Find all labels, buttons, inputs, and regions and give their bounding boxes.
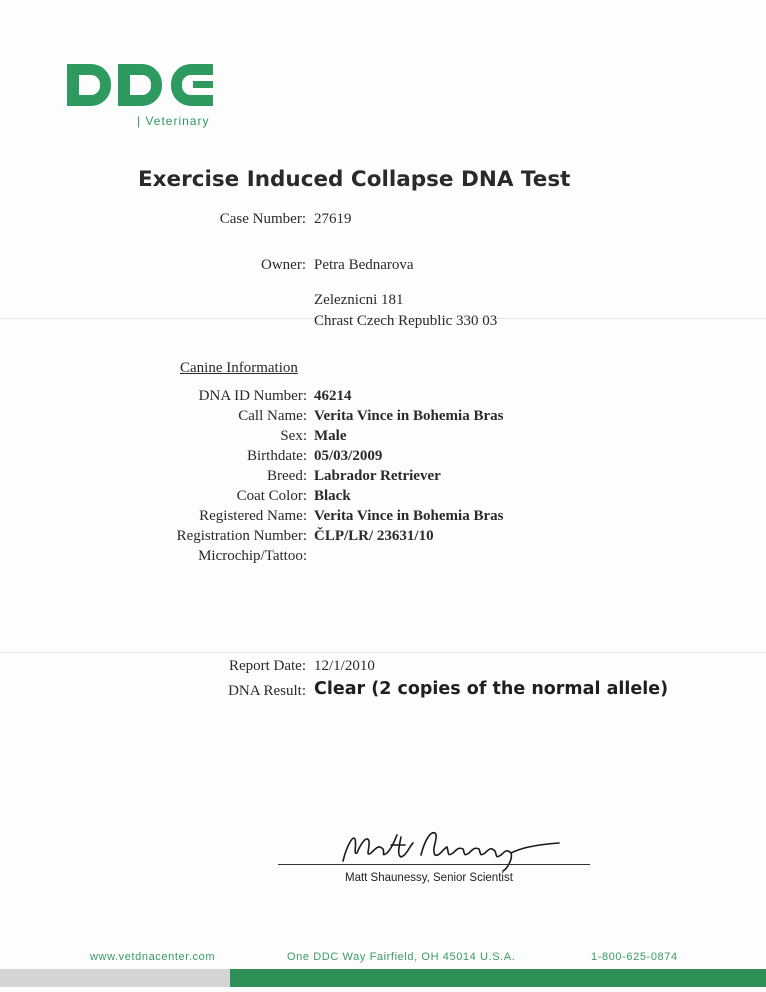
report-date-label: Report Date: bbox=[228, 658, 306, 674]
field-value: 46214 bbox=[314, 388, 352, 404]
footer-bar-gray bbox=[0, 969, 230, 987]
footer-bar-green bbox=[230, 969, 766, 987]
owner-label: Owner: bbox=[261, 257, 306, 273]
case-number-value: 27619 bbox=[314, 211, 352, 227]
field-label: Registered Name: bbox=[199, 508, 307, 524]
ddc-logo-mark bbox=[67, 60, 217, 110]
field-value: Male bbox=[314, 428, 347, 444]
field-label: Breed: bbox=[267, 468, 307, 484]
footer-address: One DDC Way Fairfield, OH 45014 U.S.A. bbox=[287, 951, 516, 963]
paper-fold-line bbox=[0, 652, 766, 653]
owner-name: Petra Bednarova bbox=[314, 257, 414, 273]
field-label: Microchip/Tattoo: bbox=[198, 548, 307, 564]
field-value: 05/03/2009 bbox=[314, 448, 383, 464]
owner-address-line2: Chrast Czech Republic 330 03 bbox=[314, 313, 498, 329]
ddc-logo bbox=[67, 60, 217, 115]
field-label: Coat Color: bbox=[236, 488, 307, 504]
case-number-label: Case Number: bbox=[219, 211, 306, 227]
dna-result-label: DNA Result: bbox=[228, 683, 306, 699]
handwritten-signature bbox=[335, 825, 565, 878]
signature-scribble bbox=[335, 825, 565, 873]
field-label: Registration Number: bbox=[176, 528, 307, 544]
canine-info-heading: Canine Information bbox=[180, 360, 298, 376]
field-label: Call Name: bbox=[238, 408, 307, 424]
field-label: DNA ID Number: bbox=[198, 388, 307, 404]
field-value: Labrador Retriever bbox=[314, 468, 441, 484]
signatory-name: Matt Shaunessy, Senior Scientist bbox=[345, 872, 513, 884]
field-value: Verita Vince in Bohemia Bras bbox=[314, 508, 504, 524]
footer-website: www.vetdnacenter.com bbox=[90, 951, 216, 963]
footer-phone: 1-800-625-0874 bbox=[591, 951, 678, 963]
report-date-value: 12/1/2010 bbox=[314, 658, 375, 674]
dna-result-value: Clear (2 copies of the normal allele) bbox=[314, 679, 669, 699]
owner-address-line1: Zeleznicni 181 bbox=[314, 292, 404, 308]
field-value: Black bbox=[314, 488, 351, 504]
field-label: Birthdate: bbox=[247, 448, 307, 464]
field-label: Sex: bbox=[280, 428, 307, 444]
field-value: Verita Vince in Bohemia Bras bbox=[314, 408, 504, 424]
field-value: ČLP/LR/ 23631/10 bbox=[314, 528, 434, 544]
logo-subtitle: | Veterinary bbox=[137, 114, 210, 128]
document-title: Exercise Induced Collapse DNA Test bbox=[138, 167, 571, 192]
signature-line bbox=[278, 864, 590, 865]
